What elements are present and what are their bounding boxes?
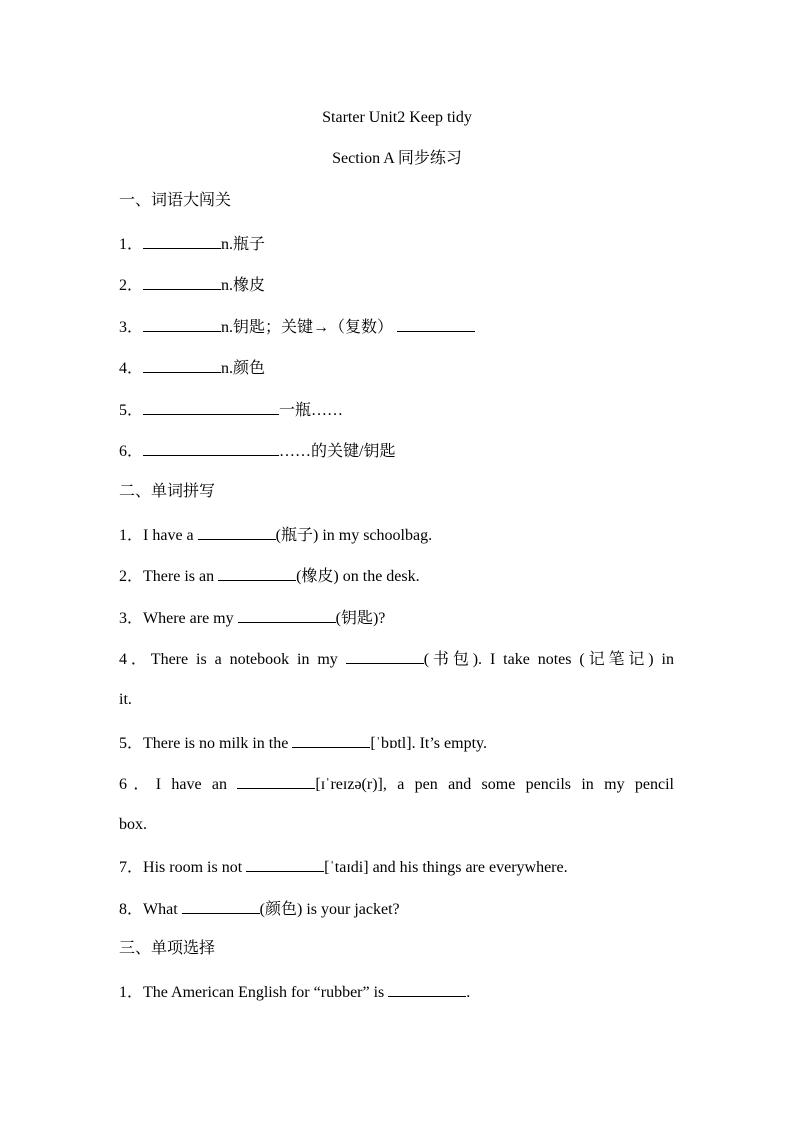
page-title: Starter Unit2 Keep tidy bbox=[322, 109, 472, 126]
list-item: 1．The American English for “rubber” is . bbox=[119, 981, 674, 1003]
section-heading-vocabulary: 一、词语大闯关 bbox=[119, 192, 232, 209]
answer-blank bbox=[238, 607, 336, 623]
answer-blank bbox=[143, 440, 279, 456]
list-item: 5． 一瓶…… bbox=[119, 399, 674, 421]
page-subtitle: Section A 同步练习 bbox=[332, 150, 462, 167]
answer-blank bbox=[346, 648, 424, 664]
list-item: 5．There is no milk in the [ˈbɒtl]. It’s empty. bbox=[119, 732, 674, 754]
section-heading-multiple-choice: 三、单项选择 bbox=[119, 940, 216, 957]
answer-blank bbox=[218, 565, 296, 581]
answer-blank bbox=[246, 856, 324, 872]
answer-blank bbox=[237, 773, 315, 789]
answer-blank bbox=[143, 274, 221, 290]
list-item: 4．There is a notebook in my (书包). I take notes (记笔记) in bbox=[119, 648, 674, 670]
list-item: 3． n.钥匙；关键→（复数） bbox=[119, 316, 674, 338]
answer-blank bbox=[198, 524, 276, 540]
section-heading-spelling: 二、单词拼写 bbox=[119, 483, 216, 500]
list-item-continuation: it. bbox=[119, 691, 132, 708]
answer-blank bbox=[143, 233, 221, 249]
answer-blank bbox=[292, 732, 370, 748]
list-item: 2．There is an (橡皮) on the desk. bbox=[119, 565, 674, 587]
list-item-continuation: box. bbox=[119, 816, 147, 833]
list-item: 3．Where are my (钥匙)? bbox=[119, 607, 674, 629]
list-item: 7．His room is not [ˈtaɪdi] and his things are everywhere. bbox=[119, 856, 674, 878]
answer-blank bbox=[182, 898, 260, 914]
list-item: 1． n.瓶子 bbox=[119, 233, 674, 255]
list-item: 4． n.颜色 bbox=[119, 357, 674, 379]
list-item: 8．What (颜色) is your jacket? bbox=[119, 898, 674, 920]
answer-blank bbox=[143, 316, 221, 332]
list-item: 6． ……的关键/钥匙 bbox=[119, 440, 674, 462]
answer-blank bbox=[143, 399, 279, 415]
list-item: 6．I have an [ɪˈreɪzə(r)], a pen and some pencils in my pencil bbox=[119, 773, 674, 795]
list-item: 2． n.橡皮 bbox=[119, 274, 674, 296]
list-item: 1．I have a (瓶子) in my schoolbag. bbox=[119, 524, 674, 546]
answer-blank bbox=[143, 357, 221, 373]
answer-blank-plural bbox=[397, 316, 475, 332]
answer-blank bbox=[388, 981, 466, 997]
